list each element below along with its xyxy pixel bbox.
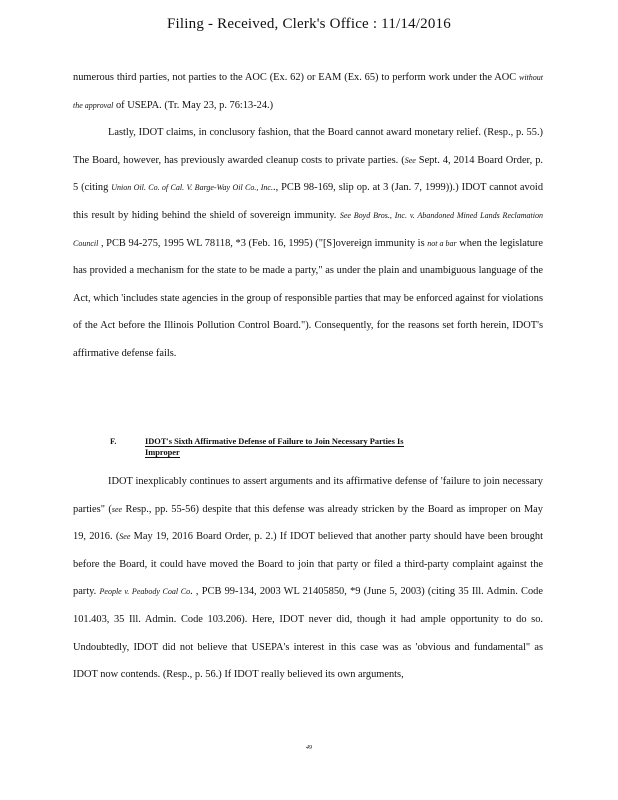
italic-run: See	[119, 532, 131, 542]
page-number: 49	[306, 745, 312, 751]
paragraph-inexplicably	[73, 468, 543, 689]
italic-run: See Boyd Bros., Inc. v. Abandoned Mined Lands Reclamation Council	[73, 210, 543, 248]
italic-run: People v. Peabody Coal Co	[99, 587, 191, 597]
text-run: IDOT inexplicably continues to assert arguments and its affirmative defense of 'failure to join necessary parties" (	[73, 476, 543, 515]
italic-run: See	[404, 155, 416, 165]
text-run: ., PCB 98-169, slip op. at 3 (Jan. 7, 1999)).) IDOT cannot avoid this result by hiding behind the shield of sovereign immunity.	[73, 182, 544, 221]
section-title-line2: Improper	[145, 448, 180, 457]
italic-run: without the approval	[73, 73, 543, 110]
text-run: Resp., pp. 55-56) despite that this defense was already stricken by the Board as improper on May 19, 2016. (	[73, 503, 543, 543]
text-run: , PCB 94-275, 1995 WL 78118, *3 (Feb. 16, 1995) ("[S]overeign immunity is	[98, 237, 428, 249]
section-title-line1: IDOT's Sixth Affirmative Defense of Failure to Join Necessary Parties Is	[145, 437, 404, 446]
text-run: May 19, 2016 Board Order, p. 2.) If IDOT believed that another party should have been brought before the Board, it could have moved the Board to join that party or filed a third-party complaint against the party.	[73, 531, 543, 598]
text-run: numerous third parties, not parties to the AOC (Ex. 62) or EAM (Ex. 65) to perform work under the AOC	[73, 72, 519, 83]
italic-run: not a bar	[427, 238, 457, 248]
text-run: when the legislature has provided a mechanism for the state to be made a party," as under the plain and unambiguous language of the Act, which 'includes state agencies in the group of responsible parties that may be enforced against for violations of the Act before the Illinois Pollution Control Board."). Consequently, for the reasons set forth herein, IDOT's affirmative defense fails.	[73, 237, 543, 359]
body-text-top	[73, 64, 543, 368]
text-run: Lastly, IDOT claims, in conclusory fashion, that the Board cannot award monetary relief. (Resp., p. 55.) The Board, however, has previously awarded cleanup costs to private parties. (	[73, 127, 543, 166]
italic-run: see	[111, 504, 123, 514]
section-title	[145, 436, 543, 458]
body-text-bottom	[73, 468, 543, 689]
text-run: Sept. 4, 2014 Board Order, p. 5 (citing	[73, 154, 543, 194]
section-letter: F.	[110, 437, 117, 446]
text-run: . , PCB 99-134, 2003 WL 21405850, *9 (June 5, 2003) (citing 35 Ill. Admin. Code 101.403, 35 Ill. Admin. Code 103.206). Here, IDOT never did, though it had ample opportunity to do so. Undoubtedly, IDOT did not believe that USEPA's interest in this case was as 'obvious and fundamental" as IDOT now contends. (Resp., p. 56.) If IDOT really believed its own arguments,	[73, 586, 543, 681]
filing-stamp-header: Filing - Received, Clerk's Office : 11/14/2016	[167, 16, 451, 32]
italic-run: Union Oil. Co. of Cal. V. Barge-Way Oil Co., Inc.	[111, 183, 273, 193]
text-run: of USEPA. (Tr. May 23, p. 76:13-24.)	[113, 99, 274, 111]
paragraph-lastly	[73, 119, 543, 367]
paragraph-continuation	[73, 64, 543, 119]
